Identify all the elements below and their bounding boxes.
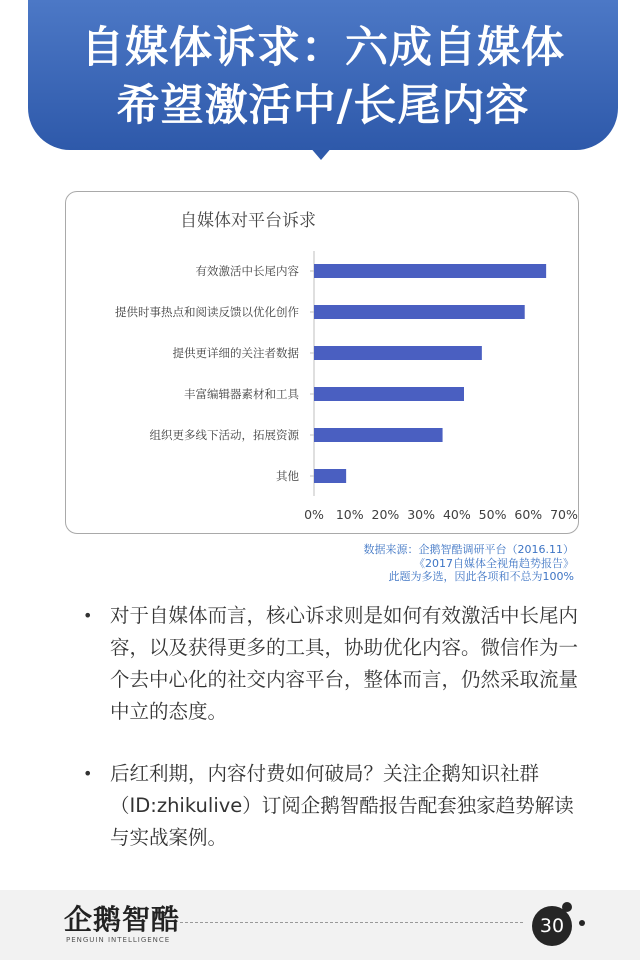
header-banner — [28, 0, 618, 150]
x-tick-label: 0% — [304, 507, 324, 522]
bar — [314, 469, 346, 483]
x-tick-label: 70% — [550, 507, 578, 522]
category-label: 提供时事热点和阅读反馈以优化创作 — [115, 305, 299, 319]
header-pointer — [309, 146, 333, 160]
chart-title: 自媒体对平台诉求 — [180, 211, 316, 231]
footer-divider — [180, 922, 523, 923]
x-tick-label: 60% — [514, 507, 543, 522]
decor-dot — [579, 920, 585, 926]
page-title-line2: 希望激活中/长尾内容 — [116, 81, 530, 131]
source-line-1: 数据来源：企鹅智酷调研平台（2016.11） — [363, 543, 574, 556]
source-line-3: 此题为多选，因此各项和不总为100% — [388, 570, 574, 583]
x-tick-label: 20% — [371, 507, 400, 522]
bullet-text: 后红利期，内容付费如何破局？关注企鹅知识社群（ID:zhikulive）订阅企鹅智酷报告配套独家趋势解读与实战案例。 — [110, 762, 574, 849]
bullet-list — [80, 600, 580, 854]
bullet-dot-icon: • — [83, 606, 93, 625]
source-line-2: 《2017自媒体全视角趋势报告》 — [414, 556, 574, 570]
x-tick-label: 40% — [442, 507, 471, 522]
bullet-dot-icon: • — [83, 764, 93, 783]
bar — [314, 346, 482, 360]
bar-chart — [66, 192, 578, 533]
bullet-text: 对于自媒体而言，核心诉求则是如何有效激活中长尾内容，以及获得更多的工具，协助优化内容。微信作为一个去中心化的社交内容平台，整体而言，仍然采取流量中立的态度。 — [110, 604, 579, 723]
logo-subtitle: PENGUIN INTELLIGENCE — [66, 936, 171, 944]
x-tick-label: 10% — [335, 507, 364, 522]
bullet-item — [80, 758, 580, 854]
bullet-item — [80, 600, 580, 728]
x-tick-label: 50% — [478, 507, 507, 522]
category-label: 有效激活中长尾内容 — [195, 264, 299, 278]
page-number: 30 — [532, 906, 572, 946]
category-label: 提供更详细的关注者数据 — [172, 346, 299, 360]
page-title-line1: 自媒体诉求：六成自媒体 — [81, 23, 565, 73]
bar — [314, 264, 546, 278]
category-label: 丰富编辑器素材和工具 — [184, 387, 299, 401]
category-label: 组织更多线下活动，拓展资源 — [149, 428, 299, 442]
logo: 企鹅智酷 — [64, 903, 181, 936]
bar — [314, 387, 464, 401]
chart-container — [65, 191, 579, 534]
data-source — [364, 543, 575, 584]
bar — [314, 305, 525, 319]
category-label: 其他 — [276, 469, 299, 483]
x-tick-label: 30% — [407, 507, 436, 522]
bar — [314, 428, 443, 442]
